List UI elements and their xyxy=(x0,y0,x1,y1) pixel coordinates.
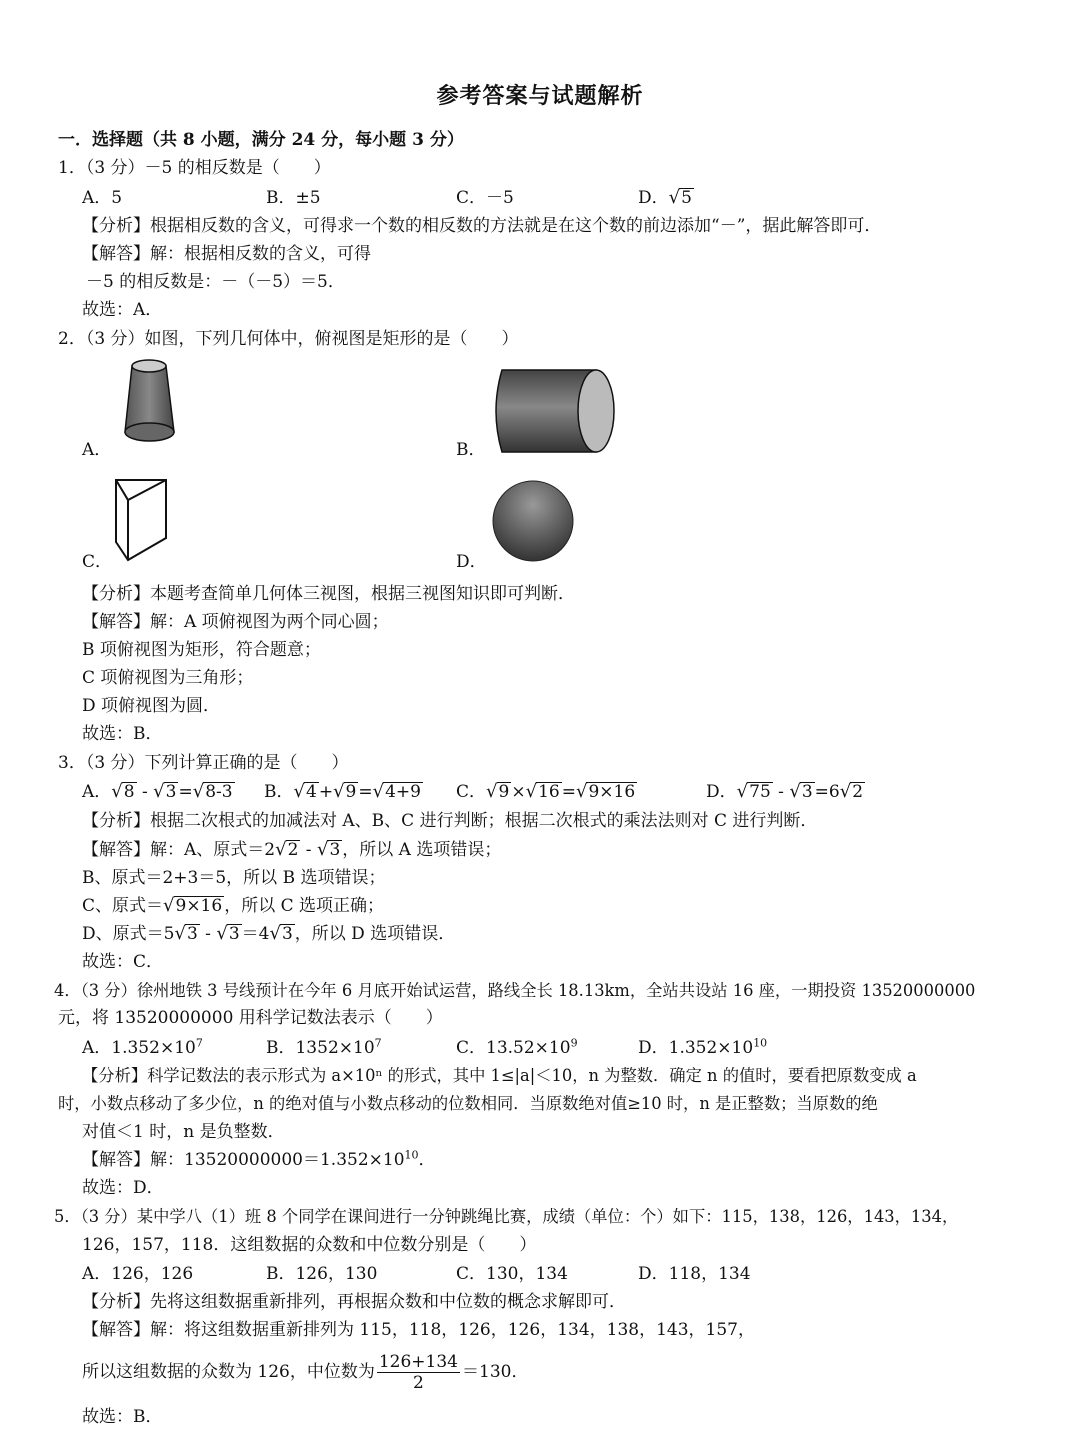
q2-label-c: C． xyxy=(82,552,113,572)
q3-answer: 故选：C． xyxy=(82,952,164,972)
q5-option-a: A．126，126 xyxy=(82,1264,194,1284)
q4-option-b: B．$1352\times 10^7$ xyxy=(266,1036,382,1058)
q5-option-c: C．130，134 xyxy=(456,1264,568,1284)
q1-answer: 故选：A． xyxy=(82,300,163,320)
q2-solution-d: D 项俯视图为圆． xyxy=(82,696,221,716)
q3-analysis: 【分析】根据二次根式的加减法对 A、B、C 进行判断；根据二次根式的乘法法则对 C 进行判断． xyxy=(82,811,818,831)
q4-analysis-line1: 【分析】科学记数法的表示形式为 a×10ⁿ 的形式，其中 1≤|a|＜10，n 为整数．确定 n 的值时，要看把原数变成 a xyxy=(82,1066,917,1085)
q4-answer: 故选：D． xyxy=(82,1178,164,1198)
q2-label-b: B． xyxy=(456,440,486,460)
median-fraction: $\frac{126+134}{2}$ xyxy=(378,1352,458,1393)
sphere-figure xyxy=(490,478,580,568)
q1-option-c: C．－5 xyxy=(456,188,514,208)
q5-option-b: B．126，130 xyxy=(266,1264,378,1284)
q2-stem: 2．（3 分）如图，下列几何体中，俯视图是矩形的是（ ） xyxy=(58,329,519,349)
q1-analysis: 【分析】根据相反数的含义，可得求一个数的相反数的方法就是在这个数的前边添加“－”，据此解答即可． xyxy=(82,216,882,236)
q3-option-b: B．√4 +√9 =√4+9 xyxy=(264,781,421,802)
q1-option-d: D．√5 xyxy=(638,187,692,208)
q4-option-d: D．$1.352\times 10^{10}$ xyxy=(638,1036,768,1058)
q2-label-a: A． xyxy=(82,440,112,460)
q1-solution: 【解答】解：根据相反数的含义，可得 xyxy=(82,244,371,264)
section-heading: 一．选择题（共 8 小题，满分 24 分，每小题 3 分） xyxy=(58,130,464,150)
q4-option-a: A．$1.352\times 10^7$ xyxy=(82,1036,203,1058)
q4-analysis-line2: 时，小数点移动了多少位，n 的绝对值与小数点移动的位数相同．当原数绝对值≥10 时，n 是正整数；当原数的绝 xyxy=(58,1094,878,1113)
frustum-figure xyxy=(120,356,180,446)
q4-stem-line1: 4．（3 分）徐州地铁 3 号线预计在今年 6 月底开始试运营，路线全长 18.13km，全站共设站 16 座，一期投资 13520000000 xyxy=(54,981,976,1000)
q2-solution-c: C 项俯视图为三角形； xyxy=(82,668,254,688)
q2-label-d: D． xyxy=(456,552,487,572)
q4-option-c: C．$13.52\times 10^9$ xyxy=(456,1036,578,1058)
q3-solution-a: 【解答】解：A、原式＝2√2 - √3 ，所以 A 选项错误； xyxy=(82,839,502,860)
q3-solution-c: C、原式＝√9×16 ，所以 C 选项正确； xyxy=(82,895,385,916)
q3-option-d: D．√75 - √3 =6√2 xyxy=(706,781,864,802)
q2-answer: 故选：B． xyxy=(82,724,163,744)
q3-solution-d: D、原式＝5√3 - √3 ＝4√3 ，所以 D 选项错误． xyxy=(82,923,456,944)
cylinder-figure xyxy=(488,366,620,458)
q5-result: 所以这组数据的众数为 126，中位数为 $\frac{126+134}{2}$ ＝130． xyxy=(82,1352,529,1393)
q5-stem-line1: 5．（3 分）某中学八（1）班 8 个同学在课间进行一分钟跳绳比赛，成绩（单位：个）如下：115，138，126，143，134， xyxy=(54,1207,959,1226)
q1-option-a: A．5 xyxy=(82,188,123,208)
q4-analysis-line3: 对值＜1 时，n 是负整数． xyxy=(82,1122,285,1142)
q5-answer: 故选：B． xyxy=(82,1407,163,1427)
q1-solution-line: －5 的相反数是：－（－5）＝5． xyxy=(86,272,345,292)
q4-solution: 【解答】解：$13520000000=1.352\times 10^{10}$． xyxy=(82,1148,436,1170)
q5-analysis: 【分析】先将这组数据重新排列，再根据众数和中位数的概念求解即可． xyxy=(82,1292,626,1312)
page-title: 参考答案与试题解析 xyxy=(436,83,644,109)
q4-stem-line2: 元，将 13520000000 用科学记数法表示（ ） xyxy=(58,1008,443,1028)
q5-solution: 【解答】解：将这组数据重新排列为 115，118，126，126，134，138，143，157， xyxy=(82,1320,755,1340)
triangular-prism-figure xyxy=(106,472,176,564)
q2-solution: 【解答】解：A 项俯视图为两个同心圆； xyxy=(82,612,389,632)
q5-option-d: D．118，134 xyxy=(638,1264,751,1284)
q3-stem: 3．（3 分）下列计算正确的是（ ） xyxy=(58,753,349,773)
q1-option-b: B．±5 xyxy=(266,188,321,208)
q2-solution-b: B 项俯视图为矩形，符合题意； xyxy=(82,640,321,660)
q3-option-a: A．√8 - √3 =√8-3 xyxy=(82,781,233,802)
q3-solution-b: B、原式＝2+3＝5，所以 B 选项错误； xyxy=(82,868,386,888)
q1-stem: 1．（3 分）－5 的相反数是（ ） xyxy=(58,158,331,178)
q3-option-c: C．√9 ×√16 =√9×16 xyxy=(456,781,636,802)
q2-analysis: 【分析】本题考查简单几何体三视图，根据三视图知识即可判断． xyxy=(82,584,575,604)
q5-stem-line2: 126，157，118．这组数据的众数和中位数分别是（ ） xyxy=(82,1235,537,1255)
